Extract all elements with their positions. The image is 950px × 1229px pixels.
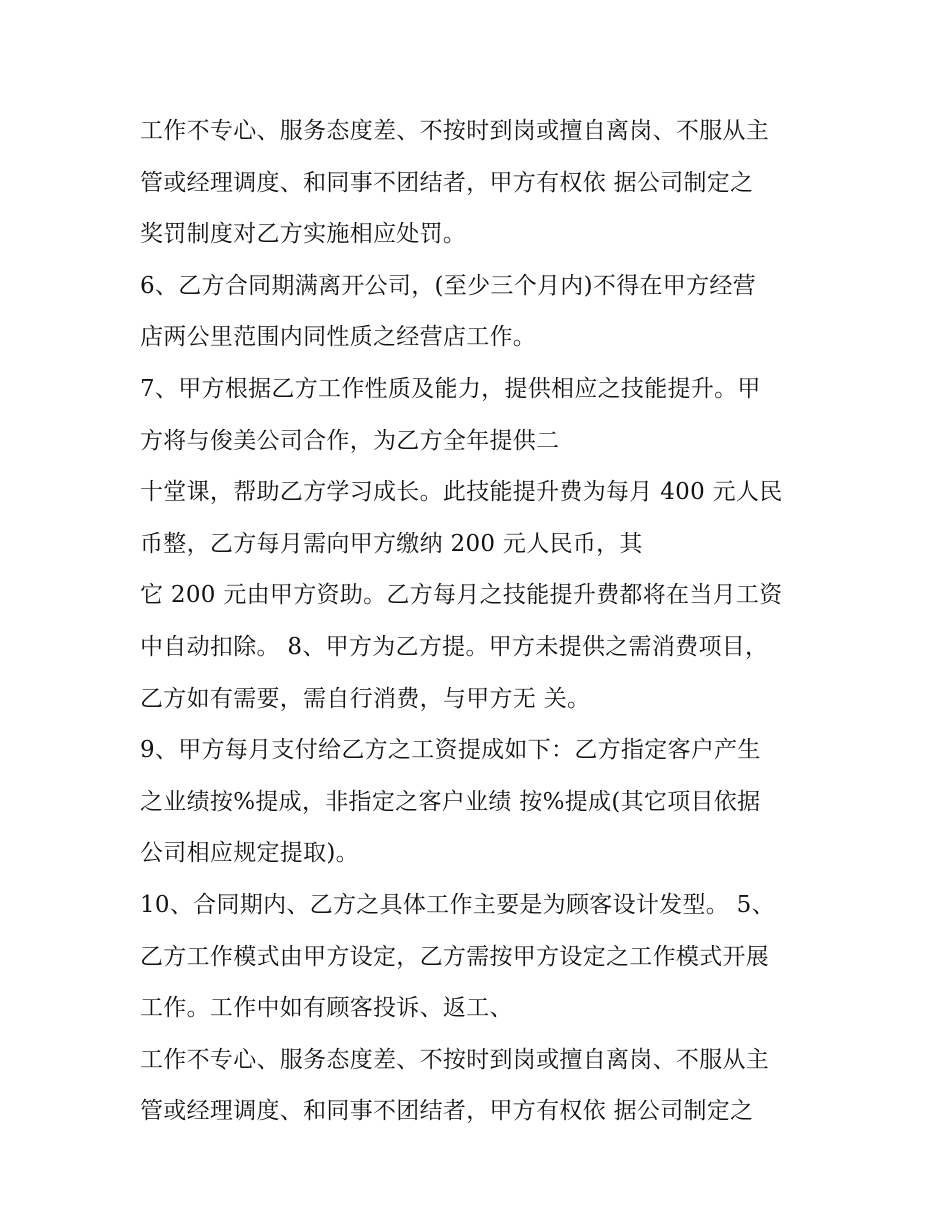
text-line: 乙方工作模式由甲方设定，乙方需按甲方设定之工作模式开展 <box>140 943 770 970</box>
text-line: 工作。工作中如有顾客投诉、返工、 <box>140 995 513 1022</box>
text-line: 中自动扣除。 8、甲方为乙方提。甲方未提供之需消费项目， <box>140 633 769 660</box>
text-line: 十堂课，帮助乙方学习成长。此技能提升费为每月 400 元人民 <box>140 479 783 506</box>
text-line: 之业绩按%提成，非指定之客户业绩 按%提成(其它项目依据 <box>140 788 761 815</box>
text-line: 管或经理调度、和同事不团结者，甲方有权依 据公司制定之 <box>140 169 754 196</box>
text-line: 币整，乙方每月需向甲方缴纳 200 元人民币，其 <box>140 530 643 557</box>
text-line: 奖罚制度对乙方实施相应处罚。 <box>140 221 467 248</box>
text-line: 7、甲方根据乙方工作性质及能力，提供相应之技能提升。甲 <box>140 375 761 402</box>
text-line: 方将与俊美公司合作，为乙方全年提供二 <box>140 427 560 454</box>
contract-text <box>140 106 820 1138</box>
text-line: 9、甲方每月支付给乙方之工资提成如下：乙方指定客户产生 <box>140 737 761 764</box>
text-line: 管或经理调度、和同事不团结者，甲方有权依 据公司制定之 <box>140 1098 754 1125</box>
text-line: 店两公里范围内同性质之经营店工作。 <box>140 324 537 351</box>
text-line: 工作不专心、服务态度差、不按时到岗或擅自离岗、不服从主 <box>140 118 770 144</box>
text-line: 乙方如有需要，需自行消费，与甲方无 关。 <box>140 685 591 712</box>
text-line: 工作不专心、服务态度差、不按时到岗或擅自离岗、不服从主 <box>140 1046 770 1073</box>
text-line: 10、合同期内、乙方之具体工作主要是为顾客设计发型。 5、 <box>140 891 775 918</box>
text-line: 它 200 元由甲方资助。乙方每月之技能提升费都将在当月工资 <box>140 582 783 609</box>
text-line: 公司相应规定提取)。 <box>140 840 359 867</box>
text-line: 6、乙方合同期满离开公司，(至少三个月内)不得在甲方经营 <box>140 272 756 299</box>
